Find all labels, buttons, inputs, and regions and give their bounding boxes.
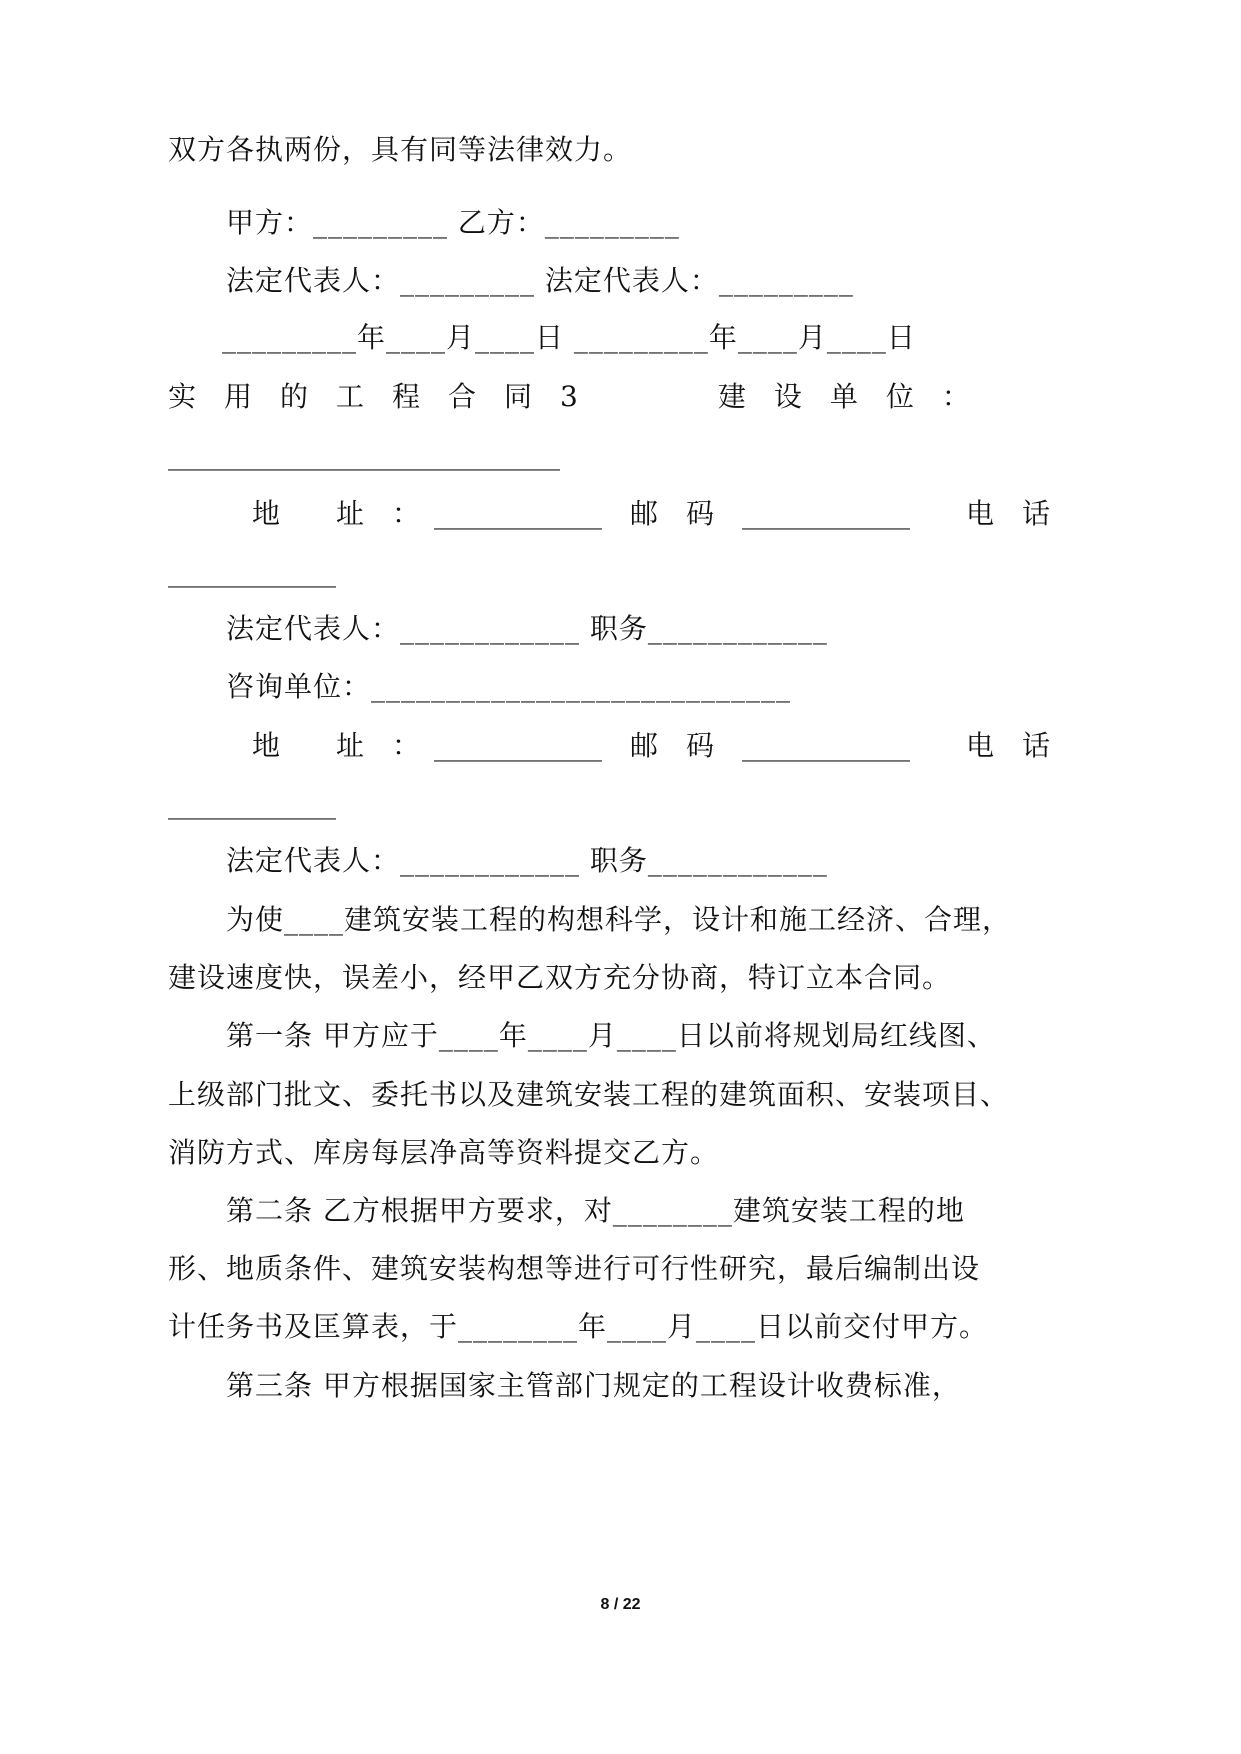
article-2-line-1: 第二条 乙方根据甲方要求，对________建筑安装工程的地 <box>226 1194 965 1227</box>
address-line-2: 地 址 ： ____________ 邮 码 ____________ 电 话 <box>224 729 1051 762</box>
blank-line-phone-2: ____________ <box>168 787 336 820</box>
article-2-line-2: 形、地质条件、建筑安装构想等进行可行性研究，最后编制出设 <box>168 1252 981 1285</box>
date-line: _________年____月____日 _________年____月____日 <box>222 321 916 354</box>
consulting-unit-line: 咨询单位：____________________________ <box>226 670 792 703</box>
article-1-line-3: 消防方式、库房每层净高等资料提交乙方。 <box>168 1136 720 1169</box>
article-3-line-1: 第三条 甲方根据国家主管部门规定的工程设计收费标准， <box>226 1369 961 1402</box>
article-2-line-3: 计任务书及匡算表，于________年____月____日以前交付甲方。 <box>168 1310 989 1343</box>
address-line-1: 地 址 ： ____________ 邮 码 ____________ 电 话 <box>224 497 1051 530</box>
legal-rep-position-line-2: 法定代表人：____________ 职务____________ <box>226 844 828 877</box>
legal-rep-position-line-1: 法定代表人：____________ 职务____________ <box>226 612 828 645</box>
page-number: 8 / 22 <box>600 1596 641 1613</box>
blank-line-builder: ____________________________ <box>168 438 560 471</box>
text-line-1: 双方各执两份，具有同等法律效力。 <box>168 133 633 166</box>
paragraph-purpose-line-1: 为使____建筑安装工程的构想科学，设计和施工经济、合理， <box>226 903 1012 936</box>
contract-heading-line: 实 用 的 工 程 合 同 3 建 设 单 位 ： <box>168 380 970 413</box>
article-1-line-1: 第一条 甲方应于____年____月____日以前将规划局红线图、 <box>226 1019 996 1052</box>
article-1-line-2: 上级部门批文、委托书以及建筑安装工程的建筑面积、安装项目、 <box>168 1078 1010 1111</box>
legal-rep-line: 法定代表人：_________ 法定代表人：_________ <box>226 264 854 297</box>
paragraph-purpose-line-2: 建设速度快，误差小，经甲乙双方充分协商，特订立本合同。 <box>168 961 952 994</box>
signature-parties-line: 甲方：_________ 乙方：_________ <box>226 206 680 239</box>
blank-line-phone-1: ____________ <box>168 555 336 588</box>
